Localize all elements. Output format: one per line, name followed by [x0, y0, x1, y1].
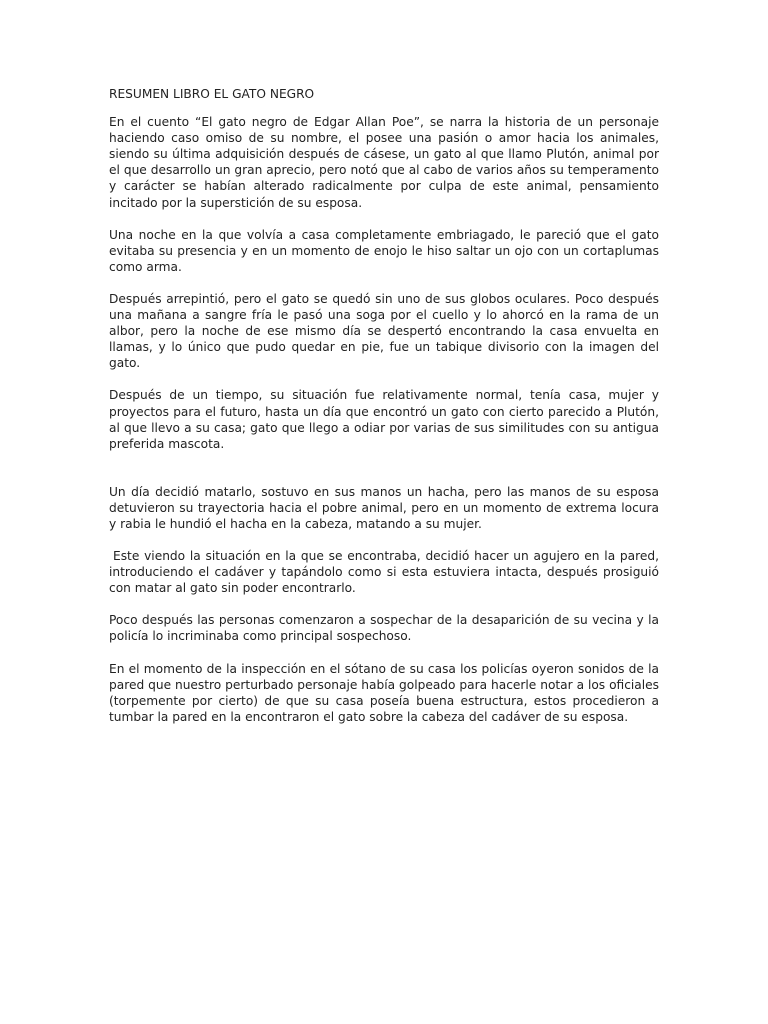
- paragraph-8: En el momento de la inspección en el sótano de su casa los policías oyeron sonidos de la pared que nuestro perturbado personaje había golpeado para hacerle notar a los oficiales (torpemente por cierto) de que su casa poseía buena estructura, estos procedieron a tumbar la pared en la encontraron el gato sobre la cabeza del cadáver de su esposa.: [109, 661, 659, 724]
- document-page: [109, 86, 659, 741]
- paragraph-6: Este viendo la situación en la que se encontraba, decidió hacer un agujero en la pared, introduciendo el cadáver y tapándolo como si esta estuviera intacta, después prosiguió con matar al gato sin poder encontrarlo.: [109, 549, 659, 596]
- document-title: RESUMEN LIBRO EL GATO NEGRO: [109, 87, 315, 101]
- paragraph-1: En el cuento “El gato negro de Edgar Allan Poe”, se narra la historia de un personaje haciendo caso omiso de su nombre, el posee una pasión o amor hacia los animales, siendo su última adquisición después de cásese, un gato al que llamo Plutón, animal por el que desarrollo un gran aprecio, pero notó que al cabo de varios años su temperamento y carácter se habían alterado radicalmente por culpa de este animal, pensamiento incitado por la superstición de su esposa.: [109, 115, 659, 210]
- paragraph-3: Después arrepintió, pero el gato se quedó sin uno de sus globos oculares. Poco después una mañana a sangre fría le pasó una soga por el cuello y lo ahorcó en la rama de un albor, pero la noche de ese mismo día se despertó encontrando la casa envuelta en llamas, y lo único que pudo quedar en pie, fue un tabique divisorio con la imagen del gato.: [109, 291, 659, 371]
- paragraph-2: Una noche en la que volvía a casa completamente embriagado, le pareció que el gato evitaba su presencia y en un momento de enojo le hiso saltar un ojo con un cortaplumas como arma.: [109, 227, 659, 274]
- paragraph-5: Un día decidió matarlo, sostuvo en sus manos un hacha, pero las manos de su esposa detuvieron su trayectoria hacia el pobre animal, pero en un momento de extrema locura y rabia le hundió el hacha en la cabeza, matando a su mujer.: [109, 484, 659, 531]
- paragraph-4: Después de un tiempo, su situación fue relativamente normal, tenía casa, mujer y proyectos para el futuro, hasta un día que encontró un gato con cierto parecido a Plutón, al que llevo a su casa; gato que llego a odiar por varias de sus similitudes con su antigua preferida mascota.: [109, 388, 659, 451]
- paragraph-7: Poco después las personas comenzaron a sospechar de la desaparición de su vecina y la policía lo incriminaba como principal sospechoso.: [109, 613, 659, 644]
